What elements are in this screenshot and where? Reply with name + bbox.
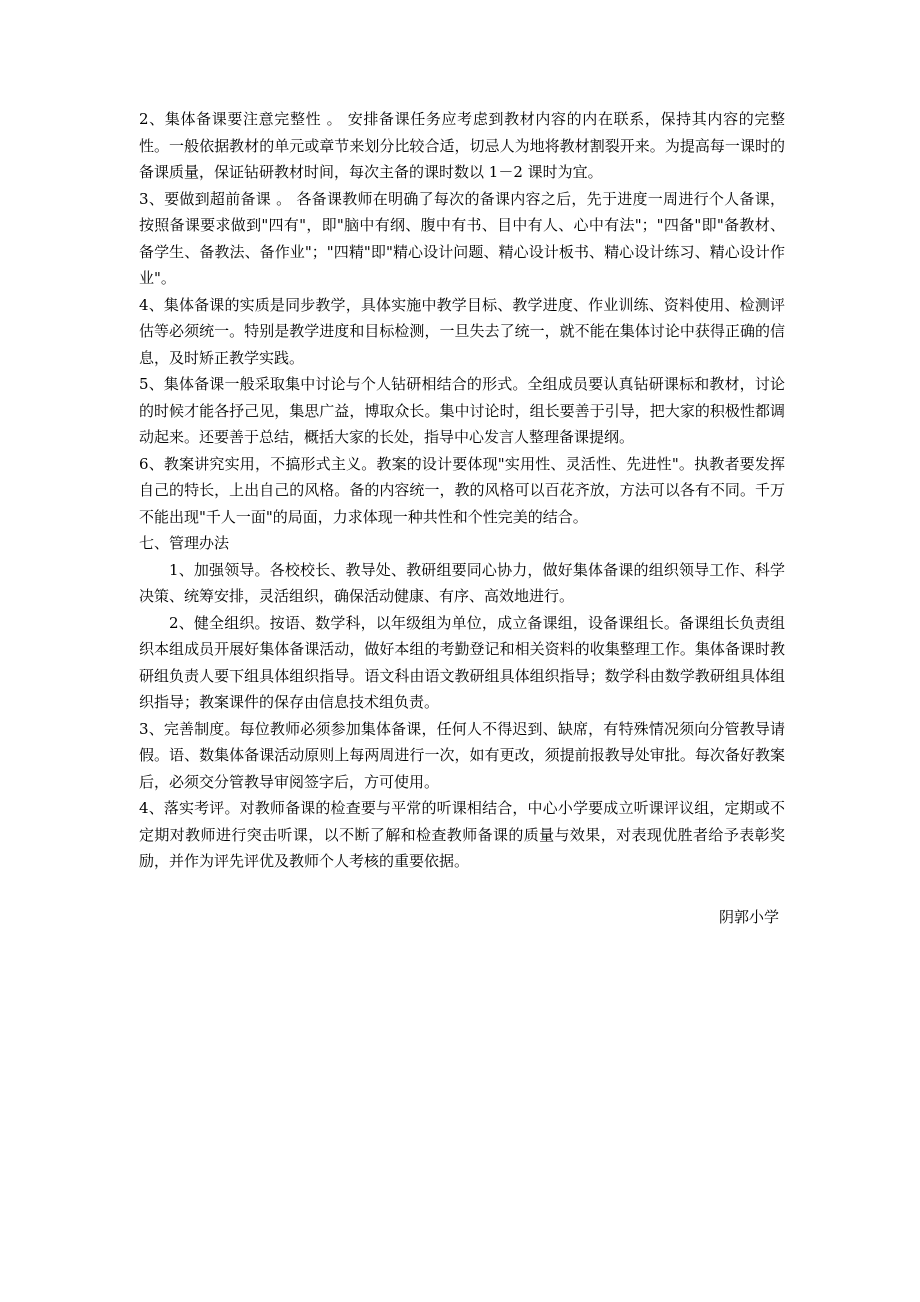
- paragraph-discussion-form: 5、集体备课一般采取集中讨论与个人钻研相结合的形式。全组成员要认真钻研课标和教材，讨论的时候才能各抒己见，集思广益，博取众长。集中讨论时，组长要善于引导，把大家的积极性都调动起来。还要善于总结，概括大家的长处，指导中心发言人整理备课提纲。: [139, 375, 785, 446]
- paragraph-leadership: 1、加强领导。各校校长、教导处、教研组要同心协力，做好集体备课的组织领导工作、科学决策、统筹安排，灵活组织，确保活动健康、有序、高效地进行。: [139, 560, 785, 605]
- document-page: [139, 106, 785, 930]
- paragraph-organization: 2、健全组织。按语、数学科，以年级组为单位，成立备课组，设备课组长。备课组长负责组织本组成员开展好集体备课活动，做好本组的考勤登记和相关资料的收集整理工作。集体备课时教研组负责人要下组具体组织指导。语文科由语文教研组具体组织指导；数学科由数学教研组具体组织指导；教案课件的保存由信息技术组负责。: [139, 613, 785, 711]
- paragraph-prepare-completeness: 2、集体备课要注意完整性 。 安排备课任务应考虑到教材内容的内在联系，保持其内容的完整性。一般依据教材的单元或章节来划分比较合适，切忌人为地将教材割裂开来。为提高每一课时的备课质量，保证钻研教材时间，每次主备的课时数以 1－2 课时为宜。: [139, 110, 785, 181]
- paragraph-practical-lesson-plans: 6、教案讲究实用，不搞形式主义。教案的设计要体现"实用性、灵活性、先进性"。执教者要发挥自己的特长，上出自己的风格。备的内容统一，教的风格可以百花齐放，方法可以各有不同。千万不能出现"千人一面"的局面，力求体现一种共性和个性完美的结合。: [139, 454, 785, 526]
- paragraph-advance-preparation: 3、要做到超前备课 。 各备课教师在明确了每次的备课内容之后，先于进度一周进行个人备课，按照备课要求做到"四有"，即"脑中有纲、腹中有书、目中有人、心中有法"；"四备"即"备教材、备学生、备教法、备作业"；"四精"即"精心设计问题、精心设计板书、精心设计练习、精心设计作业"。: [139, 189, 785, 287]
- paragraph-synchronous-teaching: 4、集体备课的实质是同步教学，具体实施中教学目标、教学进度、作业训练、资料使用、检测评估等必须统一。特别是教学进度和目标检测，一旦失去了统一，就不能在集体讨论中获得正确的信息，及时矫正教学实践。: [139, 295, 785, 367]
- paragraph-evaluation: 4、落实考评。对教师备课的检查要与平常的听课相结合，中心小学要成立听课评议组，定期或不定期对教师进行突击听课，以不断了解和检查教师备课的质量与效果，对表现优胜者给予表彰奖励，并作为评先评优及教师个人考核的重要依据。: [139, 799, 785, 870]
- section-heading-management: 七、管理办法: [139, 534, 230, 552]
- paragraph-system: 3、完善制度。每位教师必须参加集体备课，任何人不得迟到、缺席，有特殊情况须向分管教导请假。语、数集体备课活动原则上每两周进行一次，如有更改，须提前报教导处审批。每次备好教案后，必须交分管教导审阅签字后，方可使用。: [139, 719, 785, 791]
- signature-school-name: 阴郭小学: [718, 907, 779, 926]
